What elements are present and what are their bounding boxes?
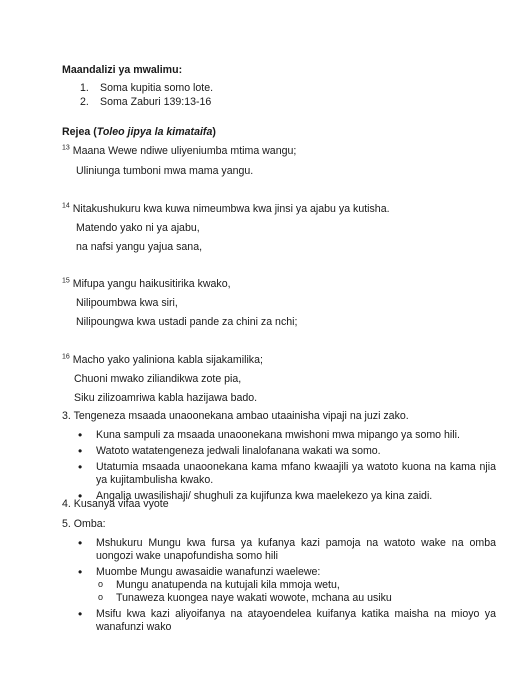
list-item: • Kuna sampuli za msaada unaoonekana mwishoni mwa mipango ya somo hili. xyxy=(78,429,496,442)
step-3-text: 3. Tengeneza msaada unaoonekana ambao utaainisha vipaji na juzi zako. xyxy=(62,410,409,422)
step-3-bullets xyxy=(78,429,496,506)
verse-13-line-1: $^{13}$ Maana Wewe ndiwe uliyeniumba mtima wangu; xyxy=(62,144,297,157)
list-item: • Angalia uwasilishaji/ shughuli za kujifunza kwa maelekezo ya kina zaidi. xyxy=(78,490,496,503)
verse-14-line-2: Matendo yako ni ya ajabu, xyxy=(76,222,200,234)
verse-15-line-1: $^{15}$ Mifupa yangu haikusitirika kwako, xyxy=(62,277,231,290)
step-4-text: 4. Kusanya vifaa vyote xyxy=(62,498,169,510)
step-5-bullets xyxy=(78,537,496,637)
sub-list-item: o Tunaweza kuongea naye wakati wowote, mchana au usiku xyxy=(96,592,496,605)
prep-item-1: 1. Soma kupitia somo lote. xyxy=(80,82,214,94)
verse-15-line-2: Nilipoumbwa kwa siri, xyxy=(76,297,178,309)
list-item: • Utatumia msaada unaoonekana kama mfano kwaajili ya watoto kuona na kama njia ya kujitambulisha kwako. xyxy=(78,461,496,487)
prep-item-2: 2. Soma Zaburi 139:13-16 xyxy=(80,96,212,108)
verse-14-line-1: $^{14}$ Nitakushukuru kwa kuwa nimeumbwa kwa jinsi ya ajabu ya kutisha. xyxy=(62,202,390,215)
list-item: • Msifu kwa kazi aliyoifanya na atayoendelea kuifanya katika maisha na mioyo ya wanafunzi wako xyxy=(78,608,496,634)
prep-heading: Maandalizi ya mwalimu: xyxy=(62,64,183,76)
step-5-text: 5. Omba: xyxy=(62,518,106,530)
sub-list-item: o Mungu anatupenda na kutujali kila mmoja wetu, xyxy=(96,579,496,592)
verse-14-line-3: na nafsi yangu yajua sana, xyxy=(76,241,203,253)
verse-13-line-2: Uliniunga tumboni mwa mama yangu. xyxy=(76,165,254,177)
verse-16-line-1: $^{16}$ Macho yako yaliniona kabla sijakamilika; xyxy=(62,353,263,366)
verse-15-line-3: Nilipoungwa kwa ustadi pande za chini za nchi; xyxy=(76,316,298,328)
verse-16-line-2: Chuoni mwako ziliandikwa zote pia, xyxy=(74,373,242,385)
list-item: • Watoto watatengeneza jedwali linalofanana wakati wa somo. xyxy=(78,445,496,458)
verse-16-line-3: Siku zilizoamriwa kabla hazijawa bado. xyxy=(74,392,258,404)
reference-heading: Rejea (Toleo jipya la kimataifa) xyxy=(62,126,216,138)
list-item: • Mshukuru Mungu kwa fursa ya kufanya kazi pamoja na watoto wake na omba uongozi wake unapofundisha somo hili xyxy=(78,537,496,563)
list-item: • Muombe Mungu awasaidie wanafunzi waelewe: xyxy=(78,566,496,579)
